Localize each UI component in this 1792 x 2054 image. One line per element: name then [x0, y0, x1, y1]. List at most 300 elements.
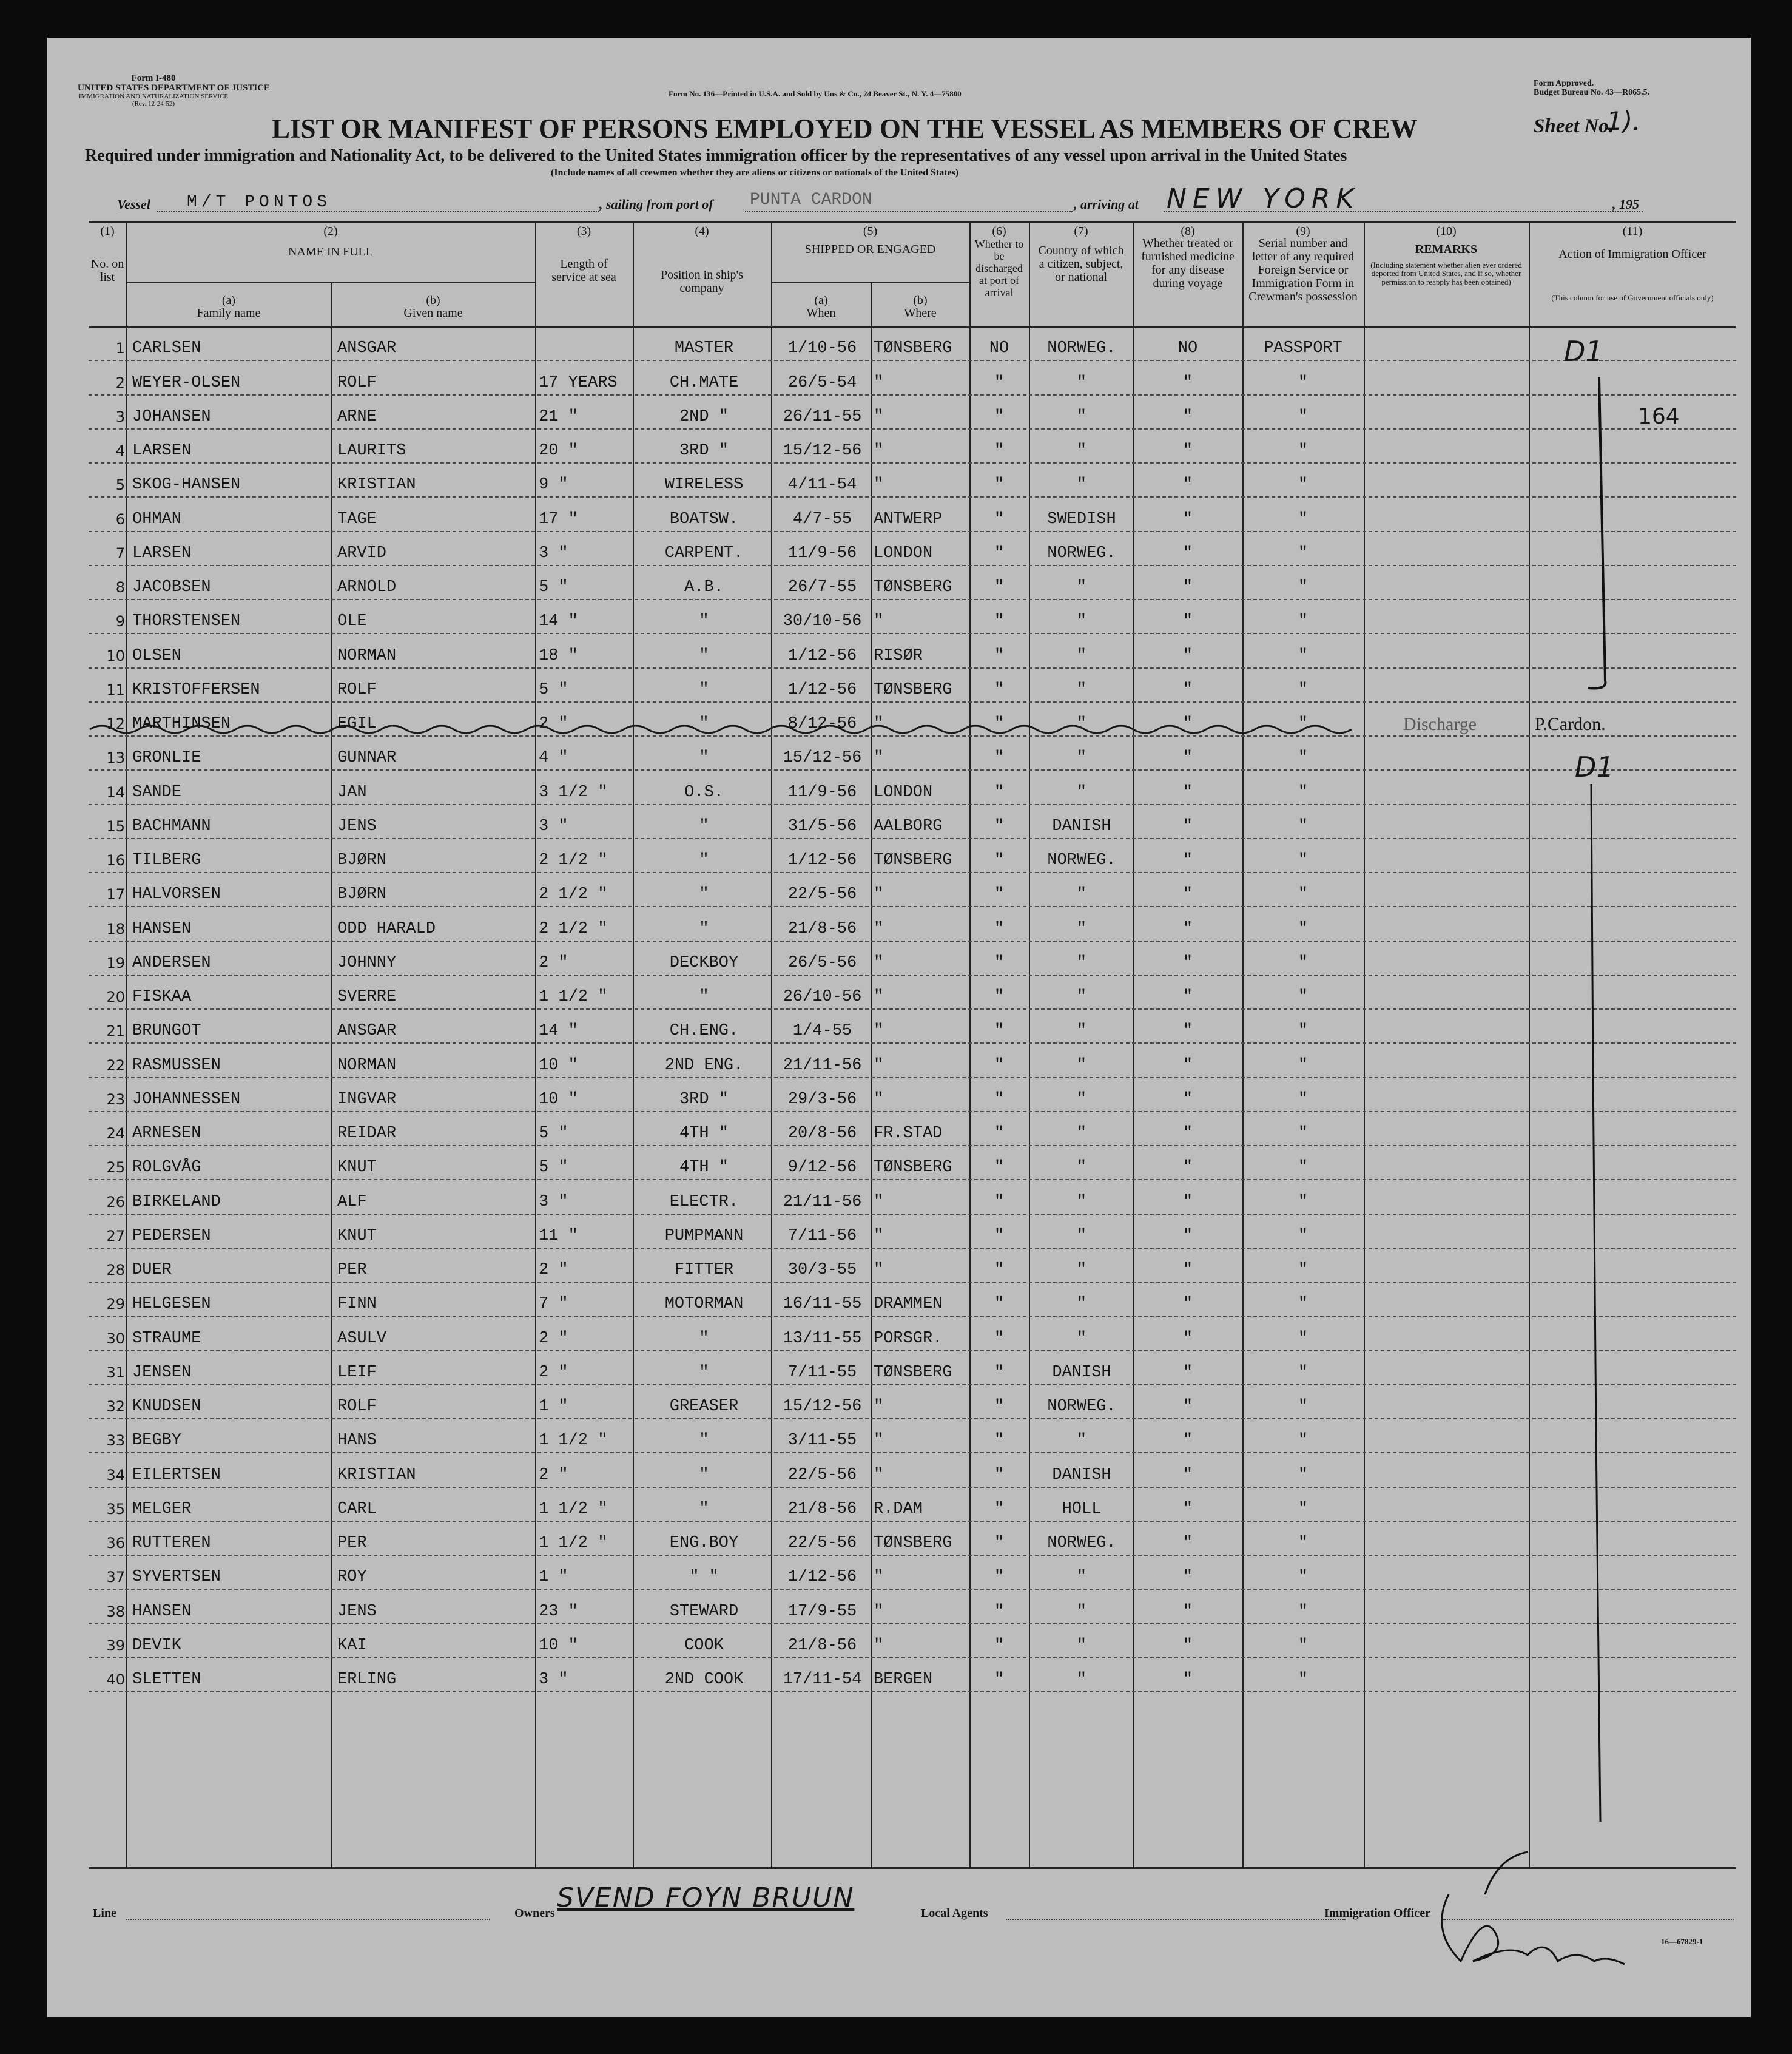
cell-pos: COOK: [684, 1636, 724, 1655]
officer-label: Immigration Officer: [1324, 1907, 1430, 1920]
cell-n: 16: [106, 852, 125, 869]
cell-dis: ": [994, 612, 1005, 631]
cell-dis: ": [994, 1056, 1005, 1075]
cell-fam: OLSEN: [132, 646, 182, 665]
cell-fam: EILERTSEN: [132, 1465, 221, 1484]
cell-nat: ": [1076, 407, 1087, 426]
cell-fam: JACOBSEN: [132, 578, 211, 596]
cell-med: ": [1182, 988, 1193, 1006]
cell-doc: ": [1298, 1363, 1309, 1382]
col-7-number: (7): [1074, 225, 1088, 238]
cell-pos: ": [699, 1363, 709, 1382]
cell-med: ": [1182, 1056, 1193, 1075]
cell-giv: ALF: [337, 1192, 367, 1211]
cell-med: ": [1182, 1568, 1193, 1587]
cell-pos: ": [699, 1329, 709, 1348]
col-11-number: (11): [1622, 225, 1643, 238]
cell-doc: ": [1298, 1192, 1309, 1211]
cell-giv: ANSGAR: [337, 339, 397, 358]
cell-pos: MOTORMAN: [664, 1295, 744, 1314]
cell-when: 1/4-55: [792, 1022, 852, 1041]
cell-fam: SANDE: [132, 783, 182, 802]
cell-where: TØNSBERG: [874, 1158, 952, 1177]
cell-med: ": [1182, 1329, 1193, 1348]
cell-pos: GREASER: [669, 1397, 739, 1416]
col-1-number: (1): [100, 225, 115, 238]
cell-doc: ": [1298, 1226, 1309, 1245]
cell-dis: ": [994, 476, 1005, 495]
col-2b-number: (b): [426, 294, 440, 307]
cell-giv: PER: [337, 1534, 367, 1552]
cell-n: 1: [115, 340, 125, 357]
cell-fam: ANDERSEN: [132, 953, 211, 972]
cell-nat: ": [1076, 988, 1087, 1006]
cell-where: ": [874, 1568, 884, 1587]
cell-when: 17/11-54: [783, 1671, 862, 1689]
cell-nat: SWEDISH: [1047, 510, 1116, 529]
cell-med: ": [1182, 1397, 1193, 1416]
cell-where: ": [874, 1192, 884, 1211]
cell-where: ": [874, 407, 884, 426]
cell-len: 7 ": [539, 1295, 568, 1314]
cell-doc: ": [1298, 1056, 1309, 1075]
cell-when: 3/11-55: [787, 1431, 857, 1450]
cell-when: 17/9-55: [787, 1602, 857, 1621]
cell-doc: ": [1298, 442, 1309, 460]
cell-nat: ": [1076, 919, 1087, 938]
cell-giv: EGIL: [337, 715, 377, 733]
col-4-number: (4): [695, 225, 709, 238]
cell-len: 9 ": [539, 476, 568, 495]
cell-when: 21/8-56: [787, 919, 857, 938]
cell-when: 26/7-55: [787, 578, 857, 596]
cell-giv: KNUT: [337, 1226, 377, 1245]
cell-doc: ": [1298, 1602, 1309, 1621]
cell-doc: ": [1298, 510, 1309, 529]
cell-pos: FITTER: [674, 1261, 734, 1279]
cell-med: ": [1182, 885, 1193, 904]
cell-pos: WIRELESS: [664, 476, 744, 495]
col-1-header: No. on list: [90, 257, 124, 284]
cell-giv: SVERRE: [337, 988, 397, 1006]
cell-n: 28: [106, 1262, 125, 1279]
cell-nat: ": [1076, 749, 1087, 768]
cell-giv: ROLF: [337, 1397, 377, 1416]
col-11-header: Action of Immigration Officer: [1558, 248, 1706, 261]
cell-nat: DANISH: [1052, 1465, 1111, 1484]
cell-n: 18: [106, 920, 125, 937]
cell-doc: ": [1298, 680, 1309, 699]
cell-dis: ": [994, 1158, 1005, 1177]
cell-doc: ": [1298, 578, 1309, 596]
cell-len: 1 1/2 ": [539, 1534, 608, 1552]
col-2-header: NAME IN FULL: [288, 245, 373, 258]
cell-n: 7: [115, 544, 125, 562]
departure-port: PUNTA CARDON: [750, 191, 872, 209]
cell-where: FR.STAD: [874, 1124, 943, 1143]
cell-doc: ": [1298, 1022, 1309, 1041]
service: IMMIGRATION AND NATURALIZATION SERVICE: [78, 93, 229, 100]
cell-len: 2 ": [539, 715, 568, 733]
cell-n: 13: [106, 749, 125, 767]
officer-fill: [1443, 1919, 1734, 1920]
cell-med: ": [1182, 1602, 1193, 1621]
cell-where: ": [874, 1261, 884, 1279]
cell-giv: CARL: [337, 1499, 377, 1518]
cell-len: 14 ": [539, 612, 578, 631]
cell-n: 12: [106, 715, 125, 732]
cell-nat: ": [1076, 1192, 1087, 1211]
cell-fam: KRISTOFFERSEN: [132, 680, 260, 699]
cell-giv: JOHNNY: [337, 953, 397, 972]
col-2a-number: (a): [221, 294, 236, 307]
cell-nat: ": [1076, 1329, 1087, 1348]
cell-len: 21 ": [539, 407, 578, 426]
cell-when: 22/5-56: [787, 1534, 857, 1552]
cell-dis: ": [994, 373, 1005, 392]
col-2-number: (2): [323, 225, 338, 238]
cell-giv: NORMAN: [337, 1056, 397, 1075]
manifest-sheet: [47, 38, 1751, 2017]
cell-n: 2: [115, 374, 125, 391]
cell-when: 11/9-56: [787, 783, 857, 802]
cell-dis: ": [994, 1671, 1005, 1689]
cell-len: 2 ": [539, 1363, 568, 1382]
cell-pos: STEWARD: [669, 1602, 739, 1621]
owners-name: SVEND FOYN BRUUN: [557, 1882, 855, 1913]
cell-fam: DEVIK: [132, 1636, 182, 1655]
cell-pos: CARPENT.: [664, 544, 744, 562]
cell-when: 1/12-56: [787, 646, 857, 665]
form-id: Form I-480: [131, 73, 176, 83]
cell-len: 11 ": [539, 1226, 578, 1245]
cell-doc: ": [1298, 1636, 1309, 1655]
cell-fam: STRAUME: [132, 1329, 201, 1348]
cell-where: ": [874, 715, 884, 733]
cell-doc: ": [1298, 407, 1309, 426]
cell-pos: 4TH ": [679, 1158, 729, 1177]
cell-med: ": [1182, 1090, 1193, 1109]
cell-fam: SLETTEN: [132, 1671, 201, 1689]
cell-len: 1 1/2 ": [539, 1499, 608, 1518]
cell-doc: ": [1298, 1568, 1309, 1587]
cell-nat: DANISH: [1052, 817, 1111, 836]
col-2b-header: Given name: [403, 306, 463, 320]
cell-where: ": [874, 1397, 884, 1416]
cell-when: 4/11-54: [787, 476, 857, 495]
cell-med: ": [1182, 1226, 1193, 1245]
cell-fam: BEGBY: [132, 1431, 182, 1450]
cell-len: 2 1/2 ": [539, 851, 608, 870]
cell-med: NO: [1177, 339, 1198, 358]
cell-giv: BJØRN: [337, 885, 387, 904]
action-mark-row-1: D1: [1564, 335, 1603, 368]
cell-dis: NO: [989, 339, 1009, 358]
action-row-11: P.Cardon.: [1535, 714, 1606, 734]
cell-fam: HELGESEN: [132, 1295, 211, 1314]
col-5b-header: Where: [904, 306, 937, 320]
cell-pos: CH.MATE: [669, 373, 739, 392]
cell-doc: ": [1298, 783, 1309, 802]
cell-doc: ": [1298, 1261, 1309, 1279]
cell-pos: PUMPMANN: [664, 1226, 744, 1245]
vessel-name: M/T PONTOS: [187, 193, 332, 212]
cell-med: ": [1182, 1022, 1193, 1041]
cell-doc: ": [1298, 1124, 1309, 1143]
cell-med: ": [1182, 612, 1193, 631]
cell-doc: ": [1298, 1397, 1309, 1416]
col-11-note: (This column for use of Government officials only): [1551, 293, 1714, 302]
cell-where: ": [874, 885, 884, 904]
col-5-number: (5): [863, 225, 878, 238]
cell-doc: ": [1298, 1295, 1309, 1314]
cell-fam: ARNESEN: [132, 1124, 201, 1143]
cell-giv: ANSGAR: [337, 1022, 397, 1041]
cell-len: 14 ": [539, 1022, 578, 1041]
cell-fam: BRUNGOT: [132, 1022, 201, 1041]
cell-dis: ": [994, 510, 1005, 529]
cell-doc: ": [1298, 1465, 1309, 1484]
col-3-header: Length of service at sea: [551, 257, 616, 284]
cell-where: TØNSBERG: [874, 1363, 952, 1382]
cell-when: 15/12-56: [783, 1397, 862, 1416]
cell-fam: JOHANNESSEN: [132, 1090, 241, 1109]
cell-dis: ": [994, 1636, 1005, 1655]
cell-fam: MARTHINSEN: [132, 715, 231, 733]
cell-len: 3 ": [539, 817, 568, 836]
cell-pos: ": [699, 749, 709, 768]
cell-where: ": [874, 1090, 884, 1109]
cell-doc: ": [1298, 1671, 1309, 1689]
cell-len: 1 ": [539, 1568, 568, 1587]
cell-when: 21/8-56: [787, 1499, 857, 1518]
cell-fam: BACHMANN: [132, 817, 211, 836]
cell-when: 30/3-55: [787, 1261, 857, 1279]
cell-med: ": [1182, 953, 1193, 972]
col-5a-header: When: [806, 306, 836, 320]
cell-where: TØNSBERG: [874, 680, 952, 699]
cell-fam: HANSEN: [132, 919, 192, 938]
cell-dis: ": [994, 442, 1005, 460]
cell-giv: ERLING: [337, 1671, 397, 1689]
cell-pos: ": [699, 612, 709, 631]
cell-med: ": [1182, 715, 1193, 733]
cell-len: 17 ": [539, 510, 578, 529]
cell-n: 38: [106, 1603, 125, 1620]
printer-note: Form No. 136—Printed in U.S.A. and Sold by Uns & Co., 24 Beaver St., N. Y. 4—75800: [669, 89, 962, 98]
cell-fam: LARSEN: [132, 544, 192, 562]
cell-nat: ": [1076, 1295, 1087, 1314]
cell-n: 15: [106, 817, 125, 835]
cell-med: ": [1182, 817, 1193, 836]
cell-when: 26/5-56: [787, 953, 857, 972]
cell-doc: ": [1298, 1431, 1309, 1450]
cell-len: 20 ": [539, 442, 578, 460]
owners-label: Owners: [514, 1907, 555, 1920]
cell-n: 30: [106, 1329, 125, 1347]
cell-n: 8: [115, 579, 125, 596]
cell-len: 17 YEARS: [539, 373, 618, 392]
vessel-label: Vessel: [117, 197, 150, 212]
cell-dis: ": [994, 1499, 1005, 1518]
revision: (Rev. 12-24-52): [132, 100, 175, 107]
cell-fam: ROLGVÅG: [132, 1158, 201, 1177]
cell-dis: ": [994, 1192, 1005, 1211]
cell-giv: TAGE: [337, 510, 377, 529]
cell-dis: ": [994, 817, 1005, 836]
cell-giv: ROLF: [337, 373, 377, 392]
cell-pos: 2ND ": [679, 407, 729, 426]
cell-n: 20: [106, 988, 125, 1005]
cell-where: TØNSBERG: [874, 578, 952, 596]
cell-pos: ": [699, 646, 709, 665]
cell-giv: ARVID: [337, 544, 387, 562]
cell-med: ": [1182, 1158, 1193, 1177]
cell-n: 22: [106, 1056, 125, 1074]
col-3-number: (3): [576, 225, 591, 238]
cell-med: ": [1182, 749, 1193, 768]
cell-doc: ": [1298, 885, 1309, 904]
cell-doc: ": [1298, 715, 1309, 733]
col-6-header: Whether to be discharged at port of arrival: [974, 238, 1024, 299]
cell-when: 26/11-55: [783, 407, 862, 426]
cell-where: ": [874, 1602, 884, 1621]
cell-giv: REIDAR: [337, 1124, 397, 1143]
cell-n: 29: [106, 1296, 125, 1313]
cell-dis: ": [994, 1261, 1005, 1279]
cell-dis: ": [994, 953, 1005, 972]
cell-doc: ": [1298, 749, 1309, 768]
cell-pos: 3RD ": [679, 1090, 729, 1109]
cell-dis: ": [994, 715, 1005, 733]
sheet-label: Sheet No.: [1534, 115, 1614, 137]
cell-dis: ": [994, 1124, 1005, 1143]
cell-len: 3 ": [539, 1671, 568, 1689]
cell-med: ": [1182, 1295, 1193, 1314]
cell-med: ": [1182, 680, 1193, 699]
cell-fam: GRONLIE: [132, 749, 201, 768]
line-label: Line: [93, 1907, 116, 1920]
cell-giv: ARNE: [337, 407, 377, 426]
cell-n: 4: [115, 442, 125, 459]
cell-med: ": [1182, 1465, 1193, 1484]
cell-med: ": [1182, 510, 1193, 529]
cell-nat: NORWEG.: [1047, 1534, 1116, 1552]
cell-dis: ": [994, 749, 1005, 768]
cell-doc: ": [1298, 988, 1309, 1006]
cell-len: 3 1/2 ": [539, 783, 608, 802]
cell-med: ": [1182, 373, 1193, 392]
cell-where: AALBORG: [874, 817, 943, 836]
cell-dis: ": [994, 1329, 1005, 1348]
cell-nat: ": [1076, 1056, 1087, 1075]
cell-n: 19: [106, 954, 125, 971]
cell-where: ": [874, 988, 884, 1006]
cell-n: 11: [106, 681, 125, 698]
cell-fam: TILBERG: [132, 851, 201, 870]
cell-dis: ": [994, 919, 1005, 938]
cell-nat: ": [1076, 1671, 1087, 1689]
cell-med: ": [1182, 1499, 1193, 1518]
cell-n: 35: [106, 1500, 125, 1518]
cell-where: ": [874, 1636, 884, 1655]
cell-med: ": [1182, 919, 1193, 938]
col-4-header: Position in ship's company: [661, 268, 743, 295]
cell-where: ANTWERP: [874, 510, 943, 529]
cell-dis: ": [994, 1226, 1005, 1245]
cell-len: 1 1/2 ": [539, 1431, 608, 1450]
cell-doc: ": [1298, 1329, 1309, 1348]
cell-len: 2 ": [539, 1465, 568, 1484]
cell-nat: NORWEG.: [1047, 339, 1116, 358]
cell-fam: HANSEN: [132, 1602, 192, 1621]
pen-marks: [47, 38, 1751, 2017]
cell-where: ": [874, 476, 884, 495]
cell-giv: JENS: [337, 817, 377, 836]
cell-dis: ": [994, 1295, 1005, 1314]
cell-giv: HANS: [337, 1431, 377, 1450]
cell-len: 18 ": [539, 646, 578, 665]
remark-row-11: Discharge: [1403, 714, 1477, 734]
budget-bureau: Budget Bureau No. 43—R065.5.: [1534, 88, 1650, 97]
cell-giv: KRISTIAN: [337, 476, 416, 495]
cell-dis: ": [994, 1022, 1005, 1041]
cell-where: ": [874, 373, 884, 392]
cell-dis: ": [994, 783, 1005, 802]
cell-giv: NORMAN: [337, 646, 397, 665]
cell-n: 24: [106, 1125, 125, 1142]
cell-n: 27: [106, 1227, 125, 1245]
cell-nat: ": [1076, 1431, 1087, 1450]
cell-where: LONDON: [874, 544, 933, 562]
cell-where: ": [874, 953, 884, 972]
cell-dis: ": [994, 988, 1005, 1006]
cell-len: 10 ": [539, 1056, 578, 1075]
cell-giv: PER: [337, 1261, 367, 1279]
cell-giv: KRISTIAN: [337, 1465, 416, 1484]
cell-n: 25: [106, 1159, 125, 1177]
cell-med: ": [1182, 1124, 1193, 1143]
cell-nat: ": [1076, 1158, 1087, 1177]
cell-fam: THORSTENSEN: [132, 612, 241, 631]
col-7-header: Country of which a citizen, subject, or national: [1038, 244, 1124, 284]
cell-where: ": [874, 612, 884, 631]
cell-dis: ": [994, 1465, 1005, 1484]
cell-when: 26/10-56: [783, 988, 862, 1006]
cell-len: 4 ": [539, 749, 568, 768]
cell-dis: ": [994, 885, 1005, 904]
cell-n: 33: [106, 1432, 125, 1450]
cell-dis: ": [994, 544, 1005, 562]
cell-doc: ": [1298, 373, 1309, 392]
cell-n: 31: [106, 1363, 125, 1381]
cell-giv: LEIF: [337, 1363, 377, 1382]
cell-n: 26: [106, 1193, 125, 1211]
cell-dis: ": [994, 646, 1005, 665]
cell-fam: LARSEN: [132, 442, 192, 460]
cell-fam: SYVERTSEN: [132, 1568, 221, 1587]
cell-n: 32: [106, 1398, 125, 1415]
cell-fam: RUTTEREN: [132, 1534, 211, 1552]
cell-doc: ": [1298, 919, 1309, 938]
cell-giv: JAN: [337, 783, 367, 802]
form-approved: Form Approved.: [1534, 79, 1594, 88]
col-10-number: (10): [1436, 225, 1457, 238]
cell-fam: FISKAA: [132, 988, 192, 1006]
cell-when: 31/5-56: [787, 817, 857, 836]
cell-nat: ": [1076, 1226, 1087, 1245]
line-fill: [126, 1919, 490, 1920]
